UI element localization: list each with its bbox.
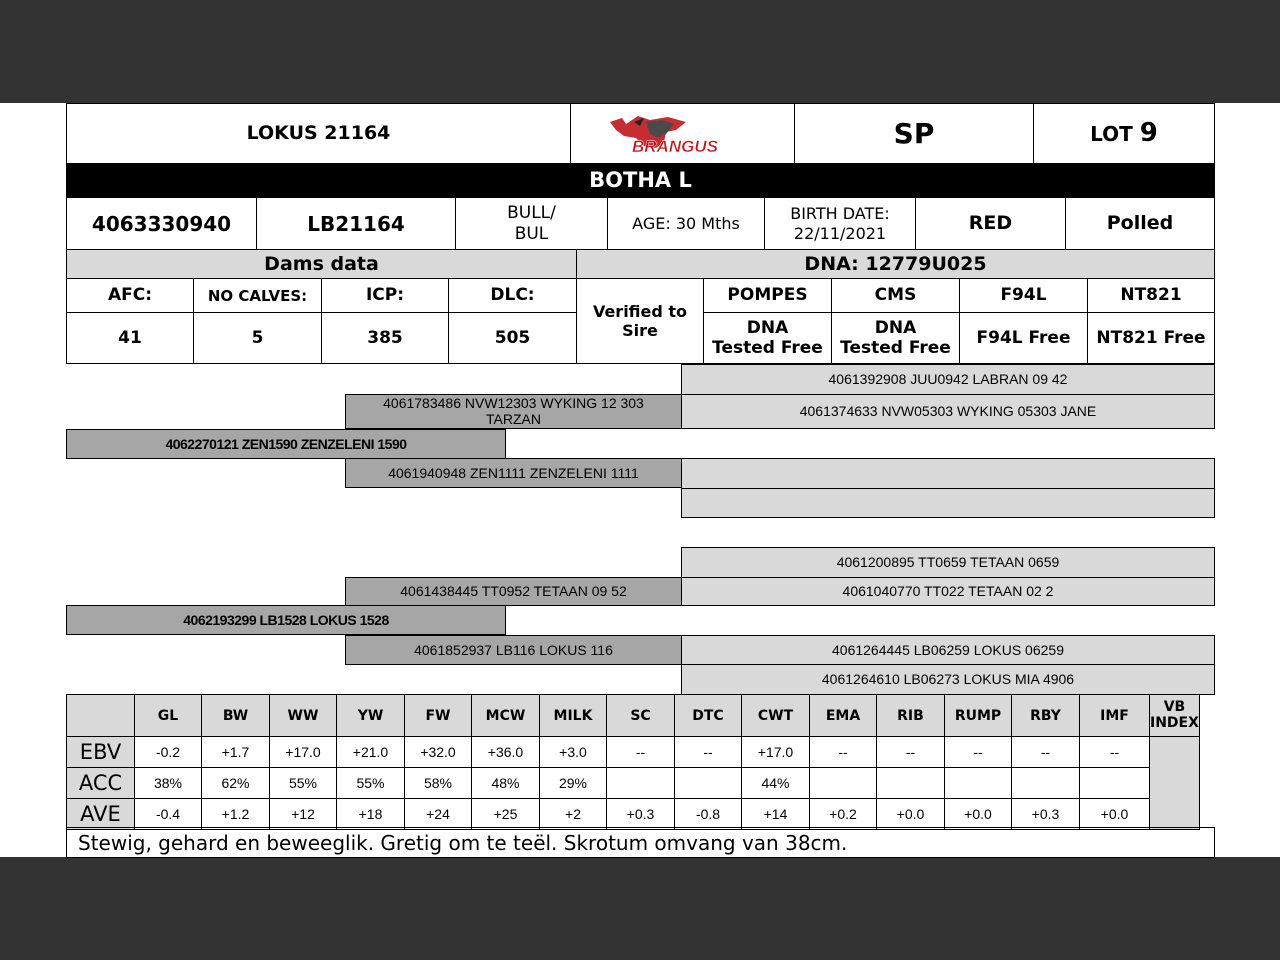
- ave-cell: -0.4: [135, 799, 202, 830]
- acc-row-label: ACC: [67, 768, 135, 799]
- pedigree-sire: 4062270121 ZEN1590 ZENZELENI 1590: [66, 429, 506, 459]
- animal-sex: [455, 197, 608, 250]
- ebv-col-fw: FW: [405, 695, 472, 737]
- lot-number: 9: [1139, 117, 1158, 148]
- pedigree-dam-dam-dam: 4061264610 LB06273 LOKUS MIA 4906: [681, 664, 1215, 695]
- acc-cell: [877, 768, 945, 799]
- dna-test-pompes: POMPES: [703, 278, 832, 313]
- acc-cell: [675, 768, 742, 799]
- ebv-col-sc: SC: [607, 695, 675, 737]
- dna-test-cms: CMS: [831, 278, 960, 313]
- dams-value-afc: 41: [66, 312, 194, 364]
- pedigree-dam-sire: 4061438445 TT0952 TETAAN 09 52: [345, 577, 682, 606]
- ebv-cell: --: [877, 737, 945, 768]
- comment-text: Stewig, gehard en beweeglik. Gretig om te teël. Skrotum omvang van 38cm.: [66, 827, 1215, 858]
- ebv-cell: +36.0: [472, 737, 540, 768]
- ave-cell: +0.2: [810, 799, 877, 830]
- ebv-cell: --: [675, 737, 742, 768]
- ebv-row-label: EBV: [67, 737, 135, 768]
- dna-test-nt821: NT821: [1087, 278, 1215, 313]
- dams-header-afc: AFC:: [66, 278, 194, 313]
- dams-header-dlc: DLC:: [448, 278, 577, 313]
- ebv-col-ema: EMA: [810, 695, 877, 737]
- acc-cell: 29%: [540, 768, 607, 799]
- ave-cell: +0.3: [1012, 799, 1080, 830]
- ebv-cell: +3.0: [540, 737, 607, 768]
- cms-result-line2: Tested Free: [840, 338, 951, 358]
- birth-label: BIRTH DATE:: [790, 204, 890, 224]
- sex-line1: BULL/: [507, 203, 556, 224]
- pedigree-sire-sire: 4061783486 NVW12303 WYKING 12 303 TARZAN: [345, 394, 682, 429]
- acc-cell: [810, 768, 877, 799]
- ebv-col-mcw: MCW: [472, 695, 540, 737]
- acc-cell: [607, 768, 675, 799]
- ebv-col-vb-index: [1150, 695, 1200, 737]
- pedigree-dam-dam: 4061852937 LB116 LOKUS 116: [345, 635, 682, 665]
- verified-line2: Sire: [622, 321, 658, 340]
- lokus-title: LOKUS 21164: [66, 103, 571, 164]
- ebv-col-milk: MILK: [540, 695, 607, 737]
- lot-label: LOT: [1090, 121, 1133, 146]
- dams-value-no-calves: 5: [193, 312, 322, 364]
- animal-code: LB21164: [256, 197, 456, 250]
- vb-index-line2: INDEX: [1150, 714, 1199, 731]
- ebv-corner: [67, 695, 135, 737]
- acc-cell: 58%: [405, 768, 472, 799]
- pompes-result-line2: Tested Free: [712, 338, 823, 358]
- ave-cell: +0.0: [945, 799, 1012, 830]
- ebv-cell: +21.0: [337, 737, 405, 768]
- acc-cell: 62%: [202, 768, 270, 799]
- acc-cell: 38%: [135, 768, 202, 799]
- dna-result-nt821: NT821 Free: [1087, 312, 1215, 364]
- sp-label: SP: [794, 103, 1034, 164]
- ebv-cell: --: [1012, 737, 1080, 768]
- ave-cell: +18: [337, 799, 405, 830]
- pedigree-dam: 4062193299 LB1528 LOKUS 1528: [66, 605, 506, 635]
- ebv-cell: +32.0: [405, 737, 472, 768]
- acc-cell: 55%: [270, 768, 337, 799]
- ebv-col-bw: BW: [202, 695, 270, 737]
- ebv-col-dtc: DTC: [675, 695, 742, 737]
- ave-cell: +2: [540, 799, 607, 830]
- dna-test-f94l: F94L: [959, 278, 1088, 313]
- ebv-cell: --: [1080, 737, 1150, 768]
- ave-cell: +25: [472, 799, 540, 830]
- ebv-row: [67, 737, 1200, 768]
- ave-cell: +24: [405, 799, 472, 830]
- ebv-cell: +1.7: [202, 737, 270, 768]
- acc-cell: [1080, 768, 1150, 799]
- cms-result-line1: DNA: [874, 317, 917, 338]
- ebv-col-cwt: CWT: [742, 695, 810, 737]
- animal-horn-status: Polled: [1065, 197, 1215, 250]
- ebv-cell: --: [945, 737, 1012, 768]
- ebv-col-yw: YW: [337, 695, 405, 737]
- ebv-cell: --: [607, 737, 675, 768]
- ebv-cell: -0.2: [135, 737, 202, 768]
- acc-row: [67, 768, 1200, 799]
- dams-value-icp: 385: [321, 312, 449, 364]
- ebv-cell: --: [810, 737, 877, 768]
- vb-index-value: [1150, 737, 1200, 830]
- pompes-result-line1: DNA: [746, 317, 789, 338]
- brangus-logo: [606, 112, 756, 158]
- ebv-col-rump: RUMP: [945, 695, 1012, 737]
- animal-colour: RED: [915, 197, 1066, 250]
- ave-cell: +14: [742, 799, 810, 830]
- pedigree-dam-sire-dam: 4061040770 TT022 TETAAN 02 2: [681, 577, 1215, 606]
- acc-cell: 44%: [742, 768, 810, 799]
- ebv-table: [66, 694, 1200, 830]
- ave-cell: +0.0: [1080, 799, 1150, 830]
- ebv-col-imf: IMF: [1080, 695, 1150, 737]
- ebv-col-ww: WW: [270, 695, 337, 737]
- ebv-cell: +17.0: [270, 737, 337, 768]
- acc-cell: [945, 768, 1012, 799]
- pedigree-sire-dam: 4061940948 ZEN1111 ZENZELENI 1111: [345, 458, 682, 488]
- dams-value-dlc: 505: [448, 312, 577, 364]
- dams-header-icp: ICP:: [321, 278, 449, 313]
- dams-data-title: Dams data: [66, 249, 577, 279]
- sex-line2: BUL: [514, 223, 549, 244]
- ave-cell: -0.8: [675, 799, 742, 830]
- pedigree-dam-dam-sire: 4061264445 LB06259 LOKUS 06259: [681, 635, 1215, 665]
- acc-cell: [1012, 768, 1080, 799]
- dna-result-f94l: F94L Free: [959, 312, 1088, 364]
- animal-name-banner: BOTHA L: [66, 164, 1215, 197]
- ave-cell: +0.3: [607, 799, 675, 830]
- ave-row: [67, 799, 1200, 830]
- dna-result-cms: [831, 312, 960, 364]
- ave-cell: +1.2: [202, 799, 270, 830]
- ebv-col-rby: RBY: [1012, 695, 1080, 737]
- pedigree-sire-sire-sire: 4061392908 JUU0942 LABRAN 09 42: [681, 364, 1215, 395]
- animal-age: AGE: 30 Mths: [607, 197, 765, 250]
- ave-row-label: AVE: [67, 799, 135, 830]
- pedigree-dam-sire-sire: 4061200895 TT0659 TETAAN 0659: [681, 547, 1215, 578]
- acc-cell: 55%: [337, 768, 405, 799]
- animal-id: 4063330940: [66, 197, 257, 250]
- ave-cell: +0.0: [877, 799, 945, 830]
- brand-text: BRANGUS: [632, 137, 718, 156]
- dna-title: DNA: 12779U025: [576, 249, 1215, 279]
- ave-cell: +12: [270, 799, 337, 830]
- ebv-col-gl: GL: [135, 695, 202, 737]
- pedigree-sire-dam-sire: [681, 458, 1215, 489]
- ebv-col-rib: RIB: [877, 695, 945, 737]
- birth-date-cell: [764, 197, 916, 250]
- verified-line1: Verified to: [592, 301, 688, 321]
- pedigree-sire-dam-dam: [681, 488, 1215, 518]
- vb-index-line1: VB: [1163, 699, 1186, 716]
- dams-header-no-calves: NO CALVES:: [193, 278, 322, 313]
- ebv-cell: +17.0: [742, 737, 810, 768]
- dna-result-pompes: [703, 312, 832, 364]
- birth-date: 22/11/2021: [793, 223, 887, 243]
- verified-to-sire: [576, 278, 704, 364]
- pedigree-sire-sire-dam: 4061374633 NVW05303 WYKING 05303 JANE: [681, 394, 1215, 429]
- acc-cell: 48%: [472, 768, 540, 799]
- ebv-header-row: [67, 695, 1200, 737]
- lot-cell: [1033, 103, 1215, 164]
